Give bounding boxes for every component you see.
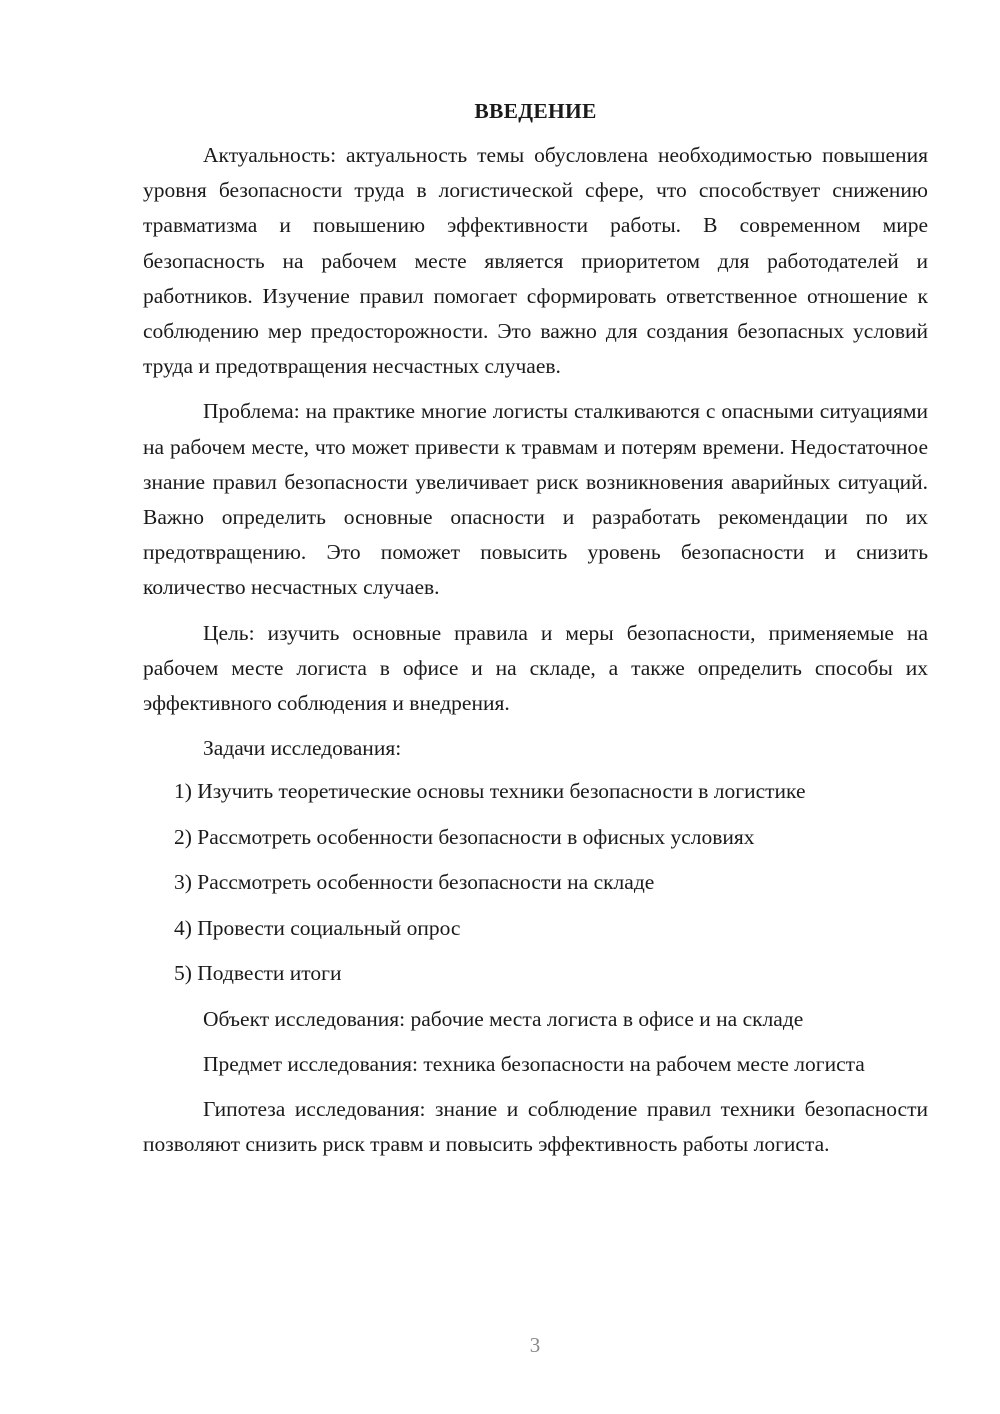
task-item: 2) Рассмотреть особенности безопасности в офисных условиях: [174, 824, 755, 849]
section-title: ВВЕДЕНИЕ: [474, 99, 597, 123]
relevance-paragraph: Актуальность: актуальность темы обусловлена необходимостью повышения уровня безопасности труда в логистической сфере, что способствует снижению травматизма и повышению эффективности работы. В современном мире безопасность на рабочем месте является приоритетом для работодателей и работников. Изучение правил помогает сформировать ответственное отношение к соблюдению мер предосторожности. Это важно для создания безопасных условий труда и предотвращения несчастных случаев.: [143, 143, 928, 379]
task-item: 1) Изучить теоретические основы техники безопасности в логистике: [174, 779, 806, 804]
tasks-heading: Задачи исследования:: [203, 736, 402, 761]
problem-paragraph: Проблема: на практике многие логисты сталкиваются с опасными ситуациями на рабочем месте, что может привести к травмам и потерям времени. Недостаточное знание правил безопасности увеличивает риск возникновения аварийных ситуаций. Важно определить основные опасности и разработать рекомендации по их предотвращению. Это поможет повысить уровень безопасности и снизить количество несчастных случаев.: [143, 399, 928, 600]
research-hypothesis: Гипотеза исследования: знание и соблюдение правил техники безопасности позволяют снизить риск травм и повысить эффективность работы логиста.: [143, 1096, 928, 1157]
goal-paragraph: Цель: изучить основные правила и меры безопасности, применяемые на рабочем месте логиста в офисе и на складе, а также определить способы их эффективного соблюдения и внедрения.: [143, 620, 928, 716]
research-subject: Предмет исследования: техника безопасности на рабочем месте логиста: [203, 1051, 865, 1076]
task-item: 3) Рассмотреть особенности безопасности на складе: [174, 870, 655, 895]
page-number: 3: [529, 1333, 541, 1357]
research-object: Объект исследования: рабочие места логиста в офисе и на складе: [203, 1006, 804, 1031]
task-item: 5) Подвести итоги: [174, 961, 342, 986]
task-list: [143, 774, 928, 991]
task-item: 4) Провести социальный опрос: [174, 915, 461, 940]
page-content: [143, 96, 928, 1172]
